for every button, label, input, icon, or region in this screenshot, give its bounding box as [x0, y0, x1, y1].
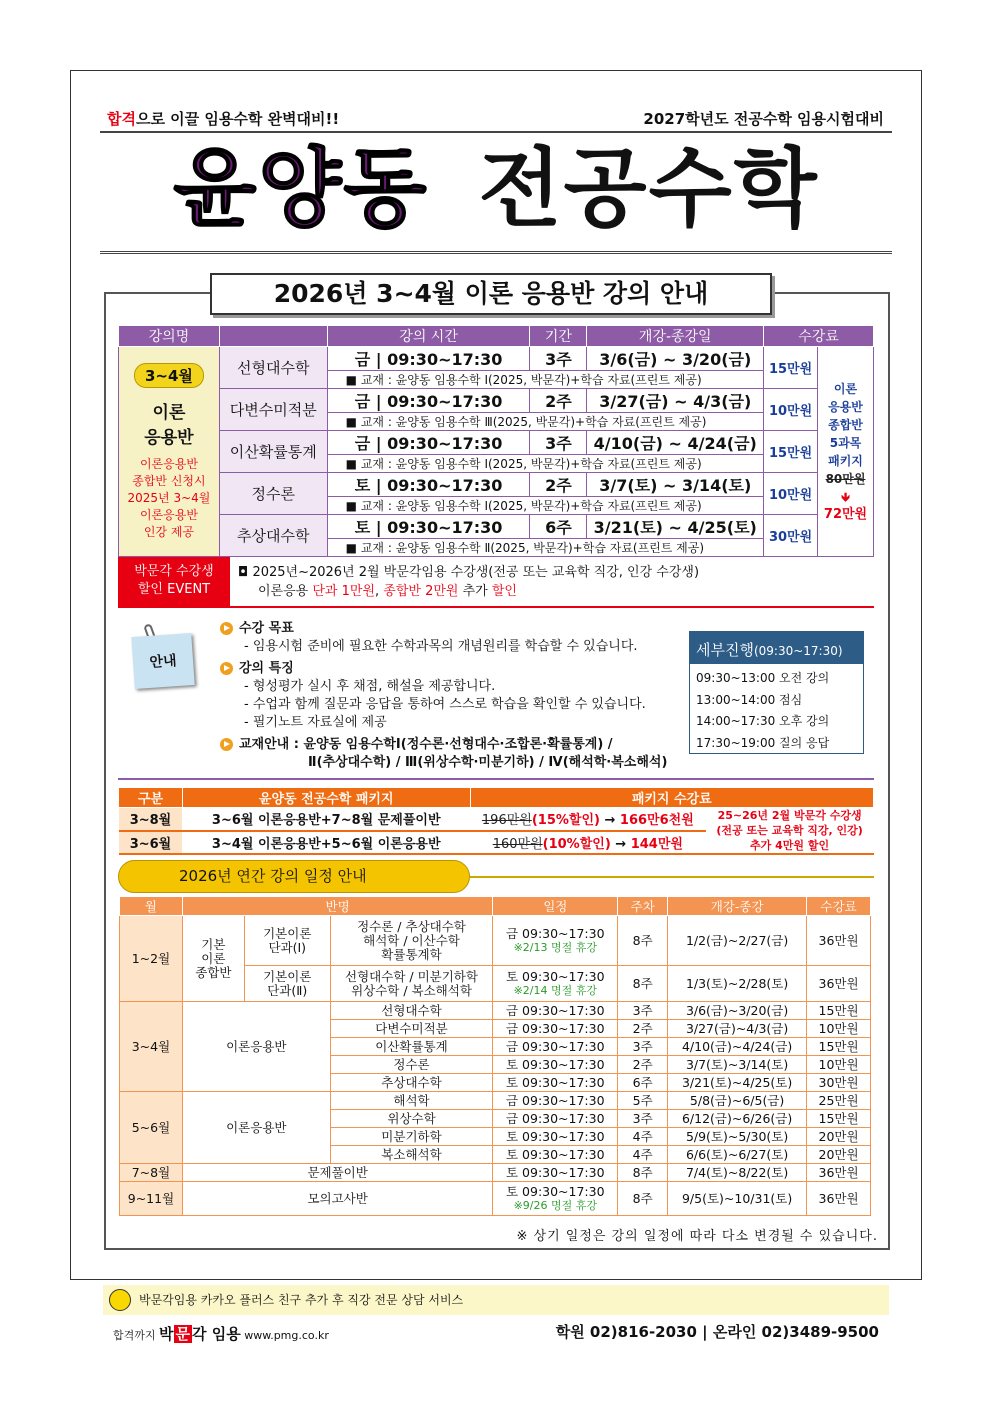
fee: 15만원 [807, 1038, 871, 1056]
note-line: 이론응용반 [139, 456, 198, 471]
holiday-note: ※2/13 명절 휴강 [513, 940, 597, 954]
subject: 이산확률통계 [330, 1038, 493, 1056]
arrow-icon: → [610, 836, 631, 852]
course-time: 금 | 09:30~17:30 [327, 347, 530, 371]
old-price: 160만원 [492, 836, 543, 852]
course-time: 토 | 09:30~17:30 [327, 515, 530, 539]
discount-event [118, 557, 874, 608]
down-arrow-icon: 🡻 [841, 489, 850, 504]
subject: 다변수미적분 [330, 1020, 493, 1038]
weeks: 3주 [618, 1002, 668, 1020]
fee: 15만원 [807, 1002, 871, 1020]
col-header: 개강-종강 [668, 897, 807, 916]
course-fee: 10만원 [764, 389, 818, 431]
col-header: 구분 [119, 788, 183, 808]
package-desc: 3~4월 이론응용반+5~6월 이론응용반 [182, 831, 470, 854]
course-dates: 3/7(토) ~ 3/14(토) [587, 473, 764, 497]
note-line: (전공 또는 교육학 직강, 인강) [716, 824, 863, 837]
package-offer [818, 347, 874, 557]
class-name: 이론응용반 [182, 1092, 330, 1164]
fee: 20만원 [807, 1146, 871, 1164]
dates: 3/6(금)~3/20(금) [668, 1002, 807, 1020]
schedule-time: 금 09:30~17:30 [493, 1092, 618, 1110]
kakao-icon [109, 1289, 131, 1311]
bullet-icon [220, 622, 233, 635]
class-name: 이론 [152, 402, 186, 423]
bullet-icon [220, 738, 233, 751]
class-name: 이론응용반 [182, 1002, 330, 1092]
schedule [493, 916, 618, 966]
dates: 1/3(토)~2/28(토) [668, 966, 807, 1002]
course-subject: 이산확률통계 [219, 431, 327, 473]
fee: 36만원 [807, 916, 871, 966]
course-time: 금 | 09:30~17:30 [327, 431, 530, 455]
event-line: , [375, 584, 384, 599]
col-header: 강의 시간 [327, 326, 530, 347]
dates: 5/8(금)~6/5(금) [668, 1092, 807, 1110]
schedule-time: 금 09:30~17:30 [493, 1020, 618, 1038]
website-link[interactable]: www.pmg.co.kr [244, 1329, 329, 1342]
divider [100, 131, 892, 133]
course-dates: 3/6(금) ~ 3/20(금) [587, 347, 764, 371]
col-header: 월 [120, 897, 183, 916]
weeks: 5주 [618, 1092, 668, 1110]
package-key: 3~6월 [119, 831, 183, 854]
course-info [220, 620, 667, 772]
schedule-time: 토 09:30~17:30 [493, 1146, 618, 1164]
kakao-text: 박문각임용 카카오 플러스 친구 추가 후 직강 전문 상담 서비스 [139, 1293, 464, 1307]
event-line: 이론응용 [258, 584, 313, 599]
weeks: 4주 [618, 1146, 668, 1164]
course-subject: 다변수미적분 [219, 389, 327, 431]
fee: 20만원 [807, 1128, 871, 1146]
package-desc: 3~6월 이론응용반+7~8월 문제풀이반 [182, 808, 470, 831]
dates: 6/12(금)~6/26(금) [668, 1110, 807, 1128]
course-book: ■ 교재 : 윤양동 임용수학 Ⅰ(2025, 박문각)+학습 자료(프린트 제공) [327, 497, 763, 515]
weeks: 3주 [618, 1038, 668, 1056]
schedule [493, 1182, 618, 1216]
month-cell: 7~8월 [120, 1164, 183, 1182]
brand-title [100, 134, 892, 244]
event-line: 추가 [458, 584, 492, 599]
schedule-time: 토 09:30~17:30 [493, 1128, 618, 1146]
annual-title: 2026년 연간 강의 일정 안내 [118, 860, 470, 893]
class-name: 응용반 [144, 427, 194, 448]
col-header: 윤양동 전공수학 패키지 [182, 788, 470, 808]
fee: 25만원 [807, 1092, 871, 1110]
period-badge: 3~4월 [134, 363, 204, 388]
class-subjects: 선형대수학 / 미분기하학 위상수학 / 복소해석학 [330, 966, 493, 1002]
schedule-time: 금 09:30~17:30 [493, 1038, 618, 1056]
info-text: - 형성평가 실시 후 채점, 해설을 제공합니다. [244, 679, 496, 694]
class-type: 기본이론 단과(Ⅰ) [244, 916, 330, 966]
info-text: - 필기노트 자료실에 제공 [244, 715, 387, 730]
divider [100, 251, 892, 254]
course-period: 6주 [530, 515, 587, 539]
note-line: 이론응용반 [139, 507, 198, 522]
course-fee: 30만원 [764, 515, 818, 557]
course-time: 금 | 09:30~17:30 [327, 389, 530, 413]
package-note [706, 808, 874, 855]
info-heading: 수강 목표 [239, 621, 294, 636]
old-price: 196만원 [481, 813, 532, 829]
detail-time: (09:30~17:30) [753, 644, 843, 658]
col-header: 수강료 [764, 326, 874, 347]
course-time: 토 | 09:30~17:30 [327, 473, 530, 497]
new-price: 144만원 [630, 836, 683, 852]
col-header: 주차 [618, 897, 668, 916]
annual-schedule-table [119, 896, 871, 1216]
col-header: 기간 [530, 326, 587, 347]
subject: 해석학 [330, 1092, 493, 1110]
info-text: - 수업과 함께 질문과 응답을 통하여 스스로 학습을 확인할 수 있습니다. [244, 697, 646, 712]
schedule-footnote: ※ 상기 일정은 강의 일정에 따라 다소 변경될 수 있습니다. [516, 1229, 878, 1244]
note-line: 인강 제공 [143, 524, 195, 539]
schedule-time: 토 09:30~17:30 [493, 1074, 618, 1092]
page-title: 2026년 3~4월 이론 응용반 강의 안내 [210, 273, 772, 315]
course-fee: 15만원 [764, 431, 818, 473]
course-book: ■ 교재 : 윤양동 임용수학 Ⅲ(2025, 박문각)+학습 자료(프린트 제공) [327, 413, 763, 431]
subject: 미분기하학 [330, 1128, 493, 1146]
dates: 6/6(토)~6/27(토) [668, 1146, 807, 1164]
month-cell: 5~6월 [120, 1092, 183, 1164]
schedule-time: 토 09:30~17:30 [505, 968, 605, 984]
package-key: 3~8월 [119, 808, 183, 831]
weeks: 6주 [618, 1074, 668, 1092]
course-dates: 4/10(금) ~ 4/24(금) [587, 431, 764, 455]
dates: 9/5(토)~10/31(토) [668, 1182, 807, 1216]
note-line: 추가 4만원 할인 [750, 839, 830, 852]
schedule-time: 금 09:30~17:30 [493, 1002, 618, 1020]
weeks: 8주 [618, 1164, 668, 1182]
detail-row: 14:00~17:30 오후 강의 [696, 714, 830, 728]
holiday-note: ※9/26 명절 휴강 [513, 1198, 597, 1212]
weeks: 2주 [618, 1020, 668, 1038]
course-book: ■ 교재 : 윤양동 임용수학 Ⅱ(2025, 박문각)+학습 자료(프린트 제공) [327, 539, 763, 557]
exam-year: 2027학년도 전공수학 임용시험대비 [643, 110, 884, 128]
course-period: 2주 [530, 389, 587, 413]
event-label-line: 할인 EVENT [137, 582, 211, 597]
class-type: 기본이론 단과(Ⅱ) [244, 966, 330, 1002]
class-name: 기본 이론 종합반 [182, 916, 244, 1002]
subject: 정수론 [330, 1056, 493, 1074]
col-header: 일정 [493, 897, 618, 916]
package-price [470, 808, 706, 831]
info-text: Ⅱ(추상대수학) / Ⅲ(위상수학·미분기하) / Ⅳ(해석학·복소해석) [308, 755, 668, 770]
note-line: 2025년 3~4월 [127, 490, 211, 505]
discount: (15%할인) [531, 813, 600, 829]
discount: (10%할인) [542, 836, 611, 852]
logo-text: 합격까지 [113, 1329, 160, 1342]
col-header: 강의명 [119, 326, 220, 347]
arrow-icon: → [599, 813, 620, 829]
holiday-note: ※2/14 명절 휴강 [513, 983, 597, 997]
schedule-detail [689, 631, 864, 754]
dates: 3/7(토)~3/14(토) [668, 1056, 807, 1074]
course-fee: 15만원 [764, 347, 818, 389]
schedule-time: 토 09:30~17:30 [493, 1164, 618, 1182]
course-book: ■ 교재 : 윤양동 임용수학 Ⅰ(2025, 박문각)+학습 자료(프린트 제공) [327, 455, 763, 473]
slogan: 합격으로 이끌 임용수학 완벽대비!! [107, 110, 340, 128]
old-price: 80만원 [825, 471, 866, 486]
weeks: 8주 [618, 966, 668, 1002]
course-subject: 정수론 [219, 473, 327, 515]
subject: 추상대수학 [330, 1074, 493, 1092]
course-period: 3주 [530, 347, 587, 371]
checkbox-icon: ◘ [238, 565, 249, 580]
course-dates: 3/27(금) ~ 4/3(금) [587, 389, 764, 413]
weeks: 3주 [618, 1110, 668, 1128]
event-text [238, 563, 699, 601]
schedule-time: 토 09:30~17:30 [505, 1183, 605, 1199]
class-subjects: 정수론 / 추상대수학 해석학 / 이산수학 확률통계학 [330, 916, 493, 966]
event-label-line: 박문각 수강생 [134, 564, 214, 579]
course-period: 2주 [530, 473, 587, 497]
class-name: 문제풀이반 [182, 1164, 492, 1182]
detail-title: 세부진행 [696, 641, 754, 659]
course-book: ■ 교재 : 윤양동 임용수학 Ⅰ(2025, 박문각)+학습 자료(프린트 제공) [327, 371, 763, 389]
course-period: 3주 [530, 431, 587, 455]
weeks: 8주 [618, 1182, 668, 1216]
course-table [118, 325, 874, 557]
divider [470, 876, 874, 878]
class-name: 모의고사반 [182, 1182, 492, 1216]
logo-text: 박 [159, 1325, 174, 1343]
brand-logo [113, 1323, 329, 1344]
dates: 3/21(토)~4/25(토) [668, 1074, 807, 1092]
bullet-icon [220, 662, 233, 675]
subject: 위상수학 [330, 1110, 493, 1128]
package-line: 이론 [833, 381, 858, 396]
contact-info: 학원 02)816-2030 | 온라인 02)3489-9500 [555, 1323, 879, 1341]
info-heading: 강의 특징 [239, 661, 294, 676]
event-highlight: 종합반 2만원 [383, 584, 459, 599]
logo-text: 각 [192, 1325, 207, 1343]
info-heading: 교재안내 : 윤양동 임용수학Ⅰ(정수론·선형대수·조합론·확률통계) / [239, 737, 613, 752]
weeks: 8주 [618, 916, 668, 966]
package-line: 5과목 [829, 435, 862, 450]
month-cell: 3~4월 [120, 1002, 183, 1092]
fee: 36만원 [807, 1182, 871, 1216]
event-label [118, 557, 230, 606]
col-header: 반명 [182, 897, 492, 916]
kakao-banner[interactable] [103, 1285, 889, 1315]
note-line: 25~26년 2월 박문각 수강생 [717, 809, 862, 822]
schedule [493, 966, 618, 1002]
instructor-name: 윤양동 [173, 139, 429, 239]
subject: 복소해석학 [330, 1146, 493, 1164]
col-header: 패키지 수강료 [470, 788, 873, 808]
package-line: 패키지 [828, 453, 863, 468]
notice-sticker: 안내 [131, 633, 194, 689]
event-highlight: 할인 [491, 584, 517, 599]
package-price [470, 831, 706, 854]
info-text: - 임용시험 준비에 필요한 수학과목의 개념원리를 학습할 수 있습니다. [244, 639, 638, 654]
dates: 4/10(금)~4/24(금) [668, 1038, 807, 1056]
month-cell: 1~2월 [120, 916, 183, 1002]
note-line: 종합반 신청시 [132, 473, 206, 488]
new-price: 166만6천원 [619, 813, 694, 829]
fee: 36만원 [807, 1164, 871, 1182]
course-subject: 선형대수학 [219, 347, 327, 389]
course-dates: 3/21(토) ~ 4/25(토) [587, 515, 764, 539]
dates: 7/4(토)~8/22(토) [668, 1164, 807, 1182]
dates: 1/2(금)~2/27(금) [668, 916, 807, 966]
weeks: 2주 [618, 1056, 668, 1074]
logo-text: 문 [175, 1325, 191, 1343]
fee: 10만원 [807, 1056, 871, 1074]
divider [118, 778, 874, 780]
event-highlight: 단과 1만원 [312, 584, 376, 599]
subject: 선형대수학 [330, 1002, 493, 1020]
schedule-time: 금 09:30~17:30 [505, 925, 605, 941]
schedule-time: 금 09:30~17:30 [493, 1110, 618, 1128]
detail-row: 17:30~19:00 질의 응답 [696, 735, 830, 750]
col-header: 수강료 [807, 897, 871, 916]
course-left-panel [119, 347, 220, 557]
event-line: 2025년~2026년 2월 박문각임용 수강생(전공 또는 교육학 직강, 인강 수강생) [252, 565, 700, 580]
package-line: 종합반 [828, 417, 863, 432]
dates: 3/27(금)~4/3(금) [668, 1020, 807, 1038]
dates: 5/9(토)~5/30(토) [668, 1128, 807, 1146]
detail-row: 13:00~14:00 점심 [696, 692, 803, 707]
course-fee: 10만원 [764, 473, 818, 515]
new-price: 72만원 [823, 506, 868, 522]
fee: 30만원 [807, 1074, 871, 1092]
fee: 36만원 [807, 966, 871, 1002]
weeks: 4주 [618, 1128, 668, 1146]
logo-text: 임용 [206, 1325, 241, 1343]
subject-name: 전공수학 [478, 139, 819, 239]
detail-row: 09:30~13:00 오전 강의 [696, 671, 830, 685]
fee: 10만원 [807, 1020, 871, 1038]
package-line: 응용반 [828, 399, 863, 414]
schedule-time: 토 09:30~17:30 [493, 1056, 618, 1074]
package-table [118, 787, 874, 855]
col-header: 개강-종강일 [587, 326, 764, 347]
month-cell: 9~11월 [120, 1182, 183, 1216]
course-subject: 추상대수학 [219, 515, 327, 557]
fee: 15만원 [807, 1110, 871, 1128]
